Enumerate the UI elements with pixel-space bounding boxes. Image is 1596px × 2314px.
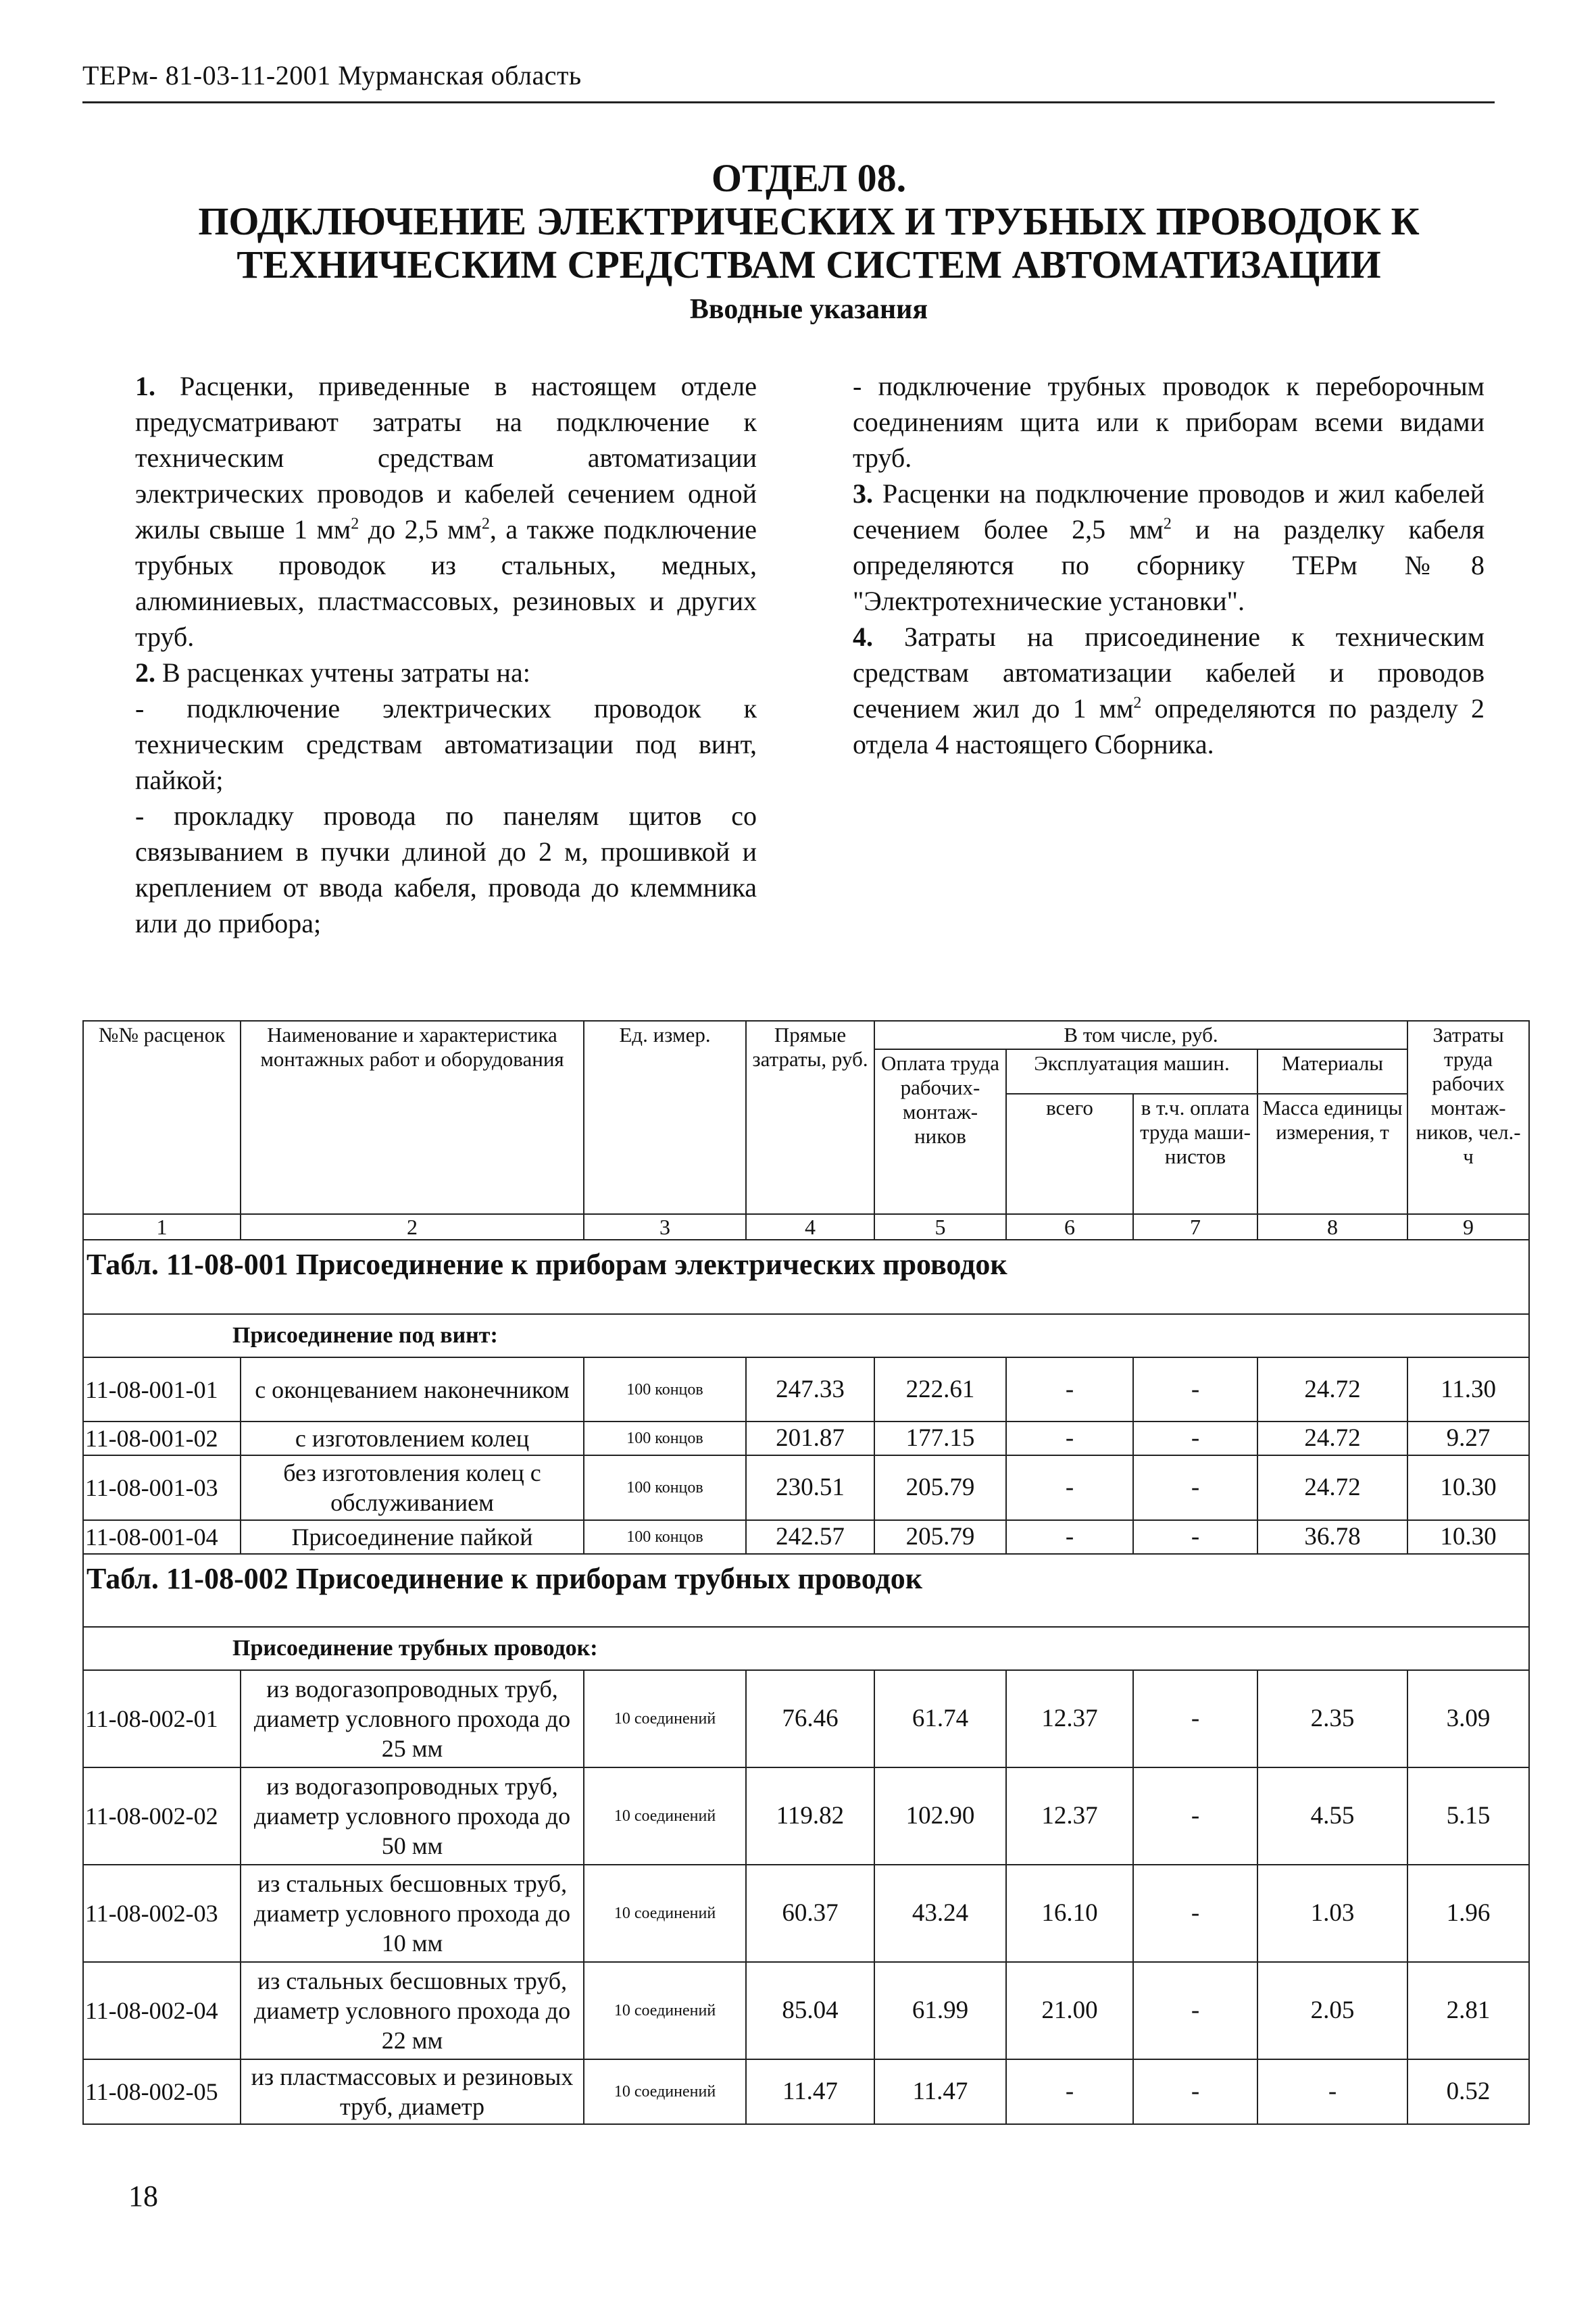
rate-machines-total: - — [1006, 1520, 1133, 1554]
rate-labor-pay: 177.15 — [874, 1422, 1006, 1455]
paragraph-text: , а также подключение трубных проводок из стальных, медных, алюминиевых, пластмассовых, резиновых и других труб. — [135, 514, 757, 652]
paragraph-text: Расценки, приведенные в настоящем отделе предусматривают затраты на подключение к техническим средствам автоматизации электрических проводов и кабелей сечением одной жилы свыше 1 мм — [135, 371, 757, 545]
rate-labor-hours: 10.30 — [1407, 1455, 1529, 1520]
rate-code: 11-08-001-01 — [83, 1357, 241, 1422]
rate-direct-cost: 11.47 — [746, 2059, 874, 2124]
rate-machines-labor: - — [1133, 1455, 1257, 1520]
paragraph-number: 3. — [853, 478, 873, 509]
rate-machines-total: - — [1006, 1455, 1133, 1520]
rate-machines-total: 16.10 — [1006, 1865, 1133, 1962]
col-header-unit: Ед. измер. — [584, 1021, 746, 1214]
rate-materials: 24.72 — [1257, 1422, 1407, 1455]
intro-column-left — [135, 368, 757, 941]
rate-direct-cost: 60.37 — [746, 1865, 874, 1962]
rate-code: 11-08-001-04 — [83, 1520, 241, 1554]
paragraph-text: определяются по разделу 2 отдела 4 настоящего Сборника. — [853, 693, 1485, 759]
superscript: 2 — [1163, 515, 1172, 533]
paragraph-text: Расценки на подключение проводов и жил кабелей сечением более 2,5 мм — [853, 478, 1485, 545]
table-row — [83, 1670, 1529, 1767]
intro-paragraph-1 — [135, 368, 757, 655]
table-row — [83, 1520, 1529, 1554]
col-header-code: №№ расценок — [83, 1021, 241, 1214]
rate-labor-hours: 5.15 — [1407, 1767, 1529, 1865]
rate-unit: 10 соединений — [584, 1767, 746, 1865]
rate-name: из стальных бесшовных труб, диаметр условного прохода до 10 мм — [241, 1865, 584, 1962]
col-header-machines: Эксплуатация машин. — [1006, 1049, 1257, 1094]
table-row — [83, 1422, 1529, 1455]
rate-code: 11-08-001-02 — [83, 1422, 241, 1455]
table-1-title-row — [83, 1240, 1529, 1314]
rate-direct-cost: 76.46 — [746, 1670, 874, 1767]
superscript: 2 — [481, 515, 490, 533]
rate-materials: 24.72 — [1257, 1455, 1407, 1520]
column-number: 9 — [1407, 1214, 1529, 1240]
table-2-title-row — [83, 1554, 1529, 1627]
column-number: 7 — [1133, 1214, 1257, 1240]
rate-machines-labor: - — [1133, 1520, 1257, 1554]
column-number: 3 — [584, 1214, 746, 1240]
col-header-including: В том числе, руб. — [874, 1021, 1407, 1049]
column-number: 6 — [1006, 1214, 1133, 1240]
rate-name: Присоединение пайкой — [241, 1520, 584, 1554]
table-1-section-row — [83, 1314, 1529, 1357]
intro-heading: Вводные указания — [689, 294, 928, 325]
column-number: 5 — [874, 1214, 1006, 1240]
table-2-section-heading: Присоединение трубных проводок: — [83, 1627, 1529, 1670]
rate-labor-hours: 1.96 — [1407, 1865, 1529, 1962]
paragraph-number: 2. — [135, 657, 155, 688]
table-2-title: Табл. 11-08-002 Присоединение к приборам трубных проводок — [83, 1554, 1529, 1627]
rate-name: из водогазопроводных труб, диаметр условного прохода до 25 мм — [241, 1670, 584, 1767]
rate-name: с изготовлением колец — [241, 1422, 584, 1455]
rate-materials: 2.35 — [1257, 1670, 1407, 1767]
col-header-labor: Оплата труда рабочих-монтаж-ников — [874, 1049, 1006, 1214]
rate-labor-hours: 3.09 — [1407, 1670, 1529, 1767]
rate-labor-pay: 61.74 — [874, 1670, 1006, 1767]
table-row — [83, 2059, 1529, 2124]
section-title-line-1: ПОДКЛЮЧЕНИЕ ЭЛЕКТРИЧЕСКИХ И ТРУБНЫХ ПРОВОДОК К — [198, 199, 1420, 243]
paragraph-number: 4. — [853, 622, 873, 652]
rate-unit: 100 концов — [584, 1422, 746, 1455]
rate-code: 11-08-002-05 — [83, 2059, 241, 2124]
rate-materials: 4.55 — [1257, 1767, 1407, 1865]
rate-labor-pay: 205.79 — [874, 1455, 1006, 1520]
paragraph-number: 1. — [135, 371, 155, 401]
rate-direct-cost: 85.04 — [746, 1962, 874, 2059]
page-number: 18 — [128, 2180, 158, 2213]
col-header-machines-total: всего — [1006, 1094, 1133, 1214]
header-row-1 — [83, 1021, 1529, 1049]
table-row — [83, 1767, 1529, 1865]
rate-machines-total: - — [1006, 2059, 1133, 2124]
intro-column-right — [853, 368, 1485, 762]
rate-direct-cost: 242.57 — [746, 1520, 874, 1554]
rate-machines-total: 12.37 — [1006, 1767, 1133, 1865]
rate-unit: 100 концов — [584, 1455, 746, 1520]
table-2-section-row — [83, 1627, 1529, 1670]
table-row — [83, 1357, 1529, 1422]
rate-machines-labor: - — [1133, 2059, 1257, 2124]
rate-machines-total: - — [1006, 1357, 1133, 1422]
paragraph-text: и на разделку кабеля определяются по сборнику ТЕРм №8 "Электротехнические установки". — [853, 514, 1485, 616]
superscript: 2 — [1133, 694, 1142, 712]
rate-labor-hours: 0.52 — [1407, 2059, 1529, 2124]
rate-direct-cost: 230.51 — [746, 1455, 874, 1520]
rate-machines-labor: - — [1133, 1767, 1257, 1865]
rate-materials: - — [1257, 2059, 1407, 2124]
col-header-machines-labor: в т.ч. оплата труда маши-нистов — [1133, 1094, 1257, 1214]
column-number: 8 — [1257, 1214, 1407, 1240]
rate-materials: 2.05 — [1257, 1962, 1407, 2059]
rate-unit: 10 соединений — [584, 2059, 746, 2124]
rate-materials: 24.72 — [1257, 1357, 1407, 1422]
column-number: 1 — [83, 1214, 241, 1240]
table-row — [83, 1962, 1529, 2059]
rate-labor-hours: 11.30 — [1407, 1357, 1529, 1422]
rates-table — [82, 1020, 1530, 2125]
running-header: ТЕРм- 81-03-11-2001 Мурманская область — [82, 60, 582, 91]
rate-machines-labor: - — [1133, 1962, 1257, 2059]
rate-name: из водогазопроводных труб, диаметр условного прохода до 50 мм — [241, 1767, 584, 1865]
rate-machines-labor: - — [1133, 1357, 1257, 1422]
paragraph-text: Затраты на присоединение к техническим средствам автоматизации кабелей и проводов сечением жил до 1 мм — [853, 622, 1485, 724]
rate-labor-pay: 61.99 — [874, 1962, 1006, 2059]
rate-labor-pay: 43.24 — [874, 1865, 1006, 1962]
table-1-section-heading: Присоединение под винт: — [83, 1314, 1529, 1357]
rate-direct-cost: 201.87 — [746, 1422, 874, 1455]
rate-labor-hours: 10.30 — [1407, 1520, 1529, 1554]
rate-machines-total: - — [1006, 1422, 1133, 1455]
table-1-title: Табл. 11-08-001 Присоединение к приборам электрических проводок — [83, 1240, 1529, 1314]
intro-paragraph-4 — [853, 619, 1485, 762]
rate-machines-total: 21.00 — [1006, 1962, 1133, 2059]
rate-materials: 36.78 — [1257, 1520, 1407, 1554]
rate-code: 11-08-002-04 — [83, 1962, 241, 2059]
rate-labor-hours: 9.27 — [1407, 1422, 1529, 1455]
col-header-name: Наименование и характеристика монтажных работ и оборудования — [241, 1021, 584, 1214]
col-header-materials: Материалы — [1257, 1049, 1407, 1094]
rate-unit: 10 соединений — [584, 1865, 746, 1962]
rate-machines-labor: - — [1133, 1422, 1257, 1455]
intro-list-item-2: - прокладку провода по панелям щитов со связыванием в пучки длиной до 2 м, прошивкой и креплением от ввода кабеля, провода до клеммника или до прибора; — [135, 801, 757, 938]
rate-labor-pay: 222.61 — [874, 1357, 1006, 1422]
section-titles — [82, 157, 1535, 328]
column-number: 2 — [241, 1214, 584, 1240]
rate-unit: 100 концов — [584, 1520, 746, 1554]
col-header-mass: Масса единицы измерения, т — [1257, 1094, 1407, 1214]
paragraph-text: В расценках учтены затраты на: — [155, 657, 530, 688]
rate-name: без изготовления колец с обслуживанием — [241, 1455, 584, 1520]
rate-code: 11-08-002-03 — [83, 1865, 241, 1962]
table-row — [83, 1455, 1529, 1520]
rate-machines-labor: - — [1133, 1865, 1257, 1962]
section-title-line-2: ТЕХНИЧЕСКИМ СРЕДСТВАМ СИСТЕМ АВТОМАТИЗАЦИИ — [236, 243, 1381, 286]
rate-unit: 100 концов — [584, 1357, 746, 1422]
rate-code: 11-08-002-01 — [83, 1670, 241, 1767]
rate-direct-cost: 119.82 — [746, 1767, 874, 1865]
rate-labor-pay: 205.79 — [874, 1520, 1006, 1554]
intro-list-item-1: - подключение электрических проводок к техническим средствам автоматизации под винт, пайкой; — [135, 693, 757, 795]
table-row — [83, 1865, 1529, 1962]
rate-labor-pay: 11.47 — [874, 2059, 1006, 2124]
intro-list-item-3: - подключение трубных проводок к переборочным соединениям щита или к приборам всеми видами труб. — [853, 371, 1485, 473]
rate-name: из пластмассовых и резиновых труб, диаметр — [241, 2059, 584, 2124]
header-rule — [82, 101, 1495, 103]
intro-paragraph-3 — [853, 476, 1485, 619]
rate-unit: 10 соединений — [584, 1670, 746, 1767]
rate-code: 11-08-002-02 — [83, 1767, 241, 1865]
rate-labor-hours: 2.81 — [1407, 1962, 1529, 2059]
intro-paragraph-2 — [135, 655, 757, 690]
rate-unit: 10 соединений — [584, 1962, 746, 2059]
rate-code: 11-08-001-03 — [83, 1455, 241, 1520]
rate-machines-total: 12.37 — [1006, 1670, 1133, 1767]
rate-labor-pay: 102.90 — [874, 1767, 1006, 1865]
column-numbers-row — [83, 1214, 1529, 1240]
col-header-labor-cost: Затраты труда рабочих монтаж-ников, чел.-ч — [1407, 1021, 1529, 1214]
superscript: 2 — [351, 515, 359, 533]
rate-name: из стальных бесшовных труб, диаметр условного прохода до 22 мм — [241, 1962, 584, 2059]
paragraph-text: до 2,5 мм — [359, 514, 482, 545]
rate-machines-labor: - — [1133, 1670, 1257, 1767]
rate-materials: 1.03 — [1257, 1865, 1407, 1962]
rate-direct-cost: 247.33 — [746, 1357, 874, 1422]
rate-name: с оконцеванием наконечником — [241, 1357, 584, 1422]
column-number: 4 — [746, 1214, 874, 1240]
section-number: ОТДЕЛ 08. — [711, 156, 907, 200]
col-header-direct: Прямые затраты, руб. — [746, 1021, 874, 1214]
